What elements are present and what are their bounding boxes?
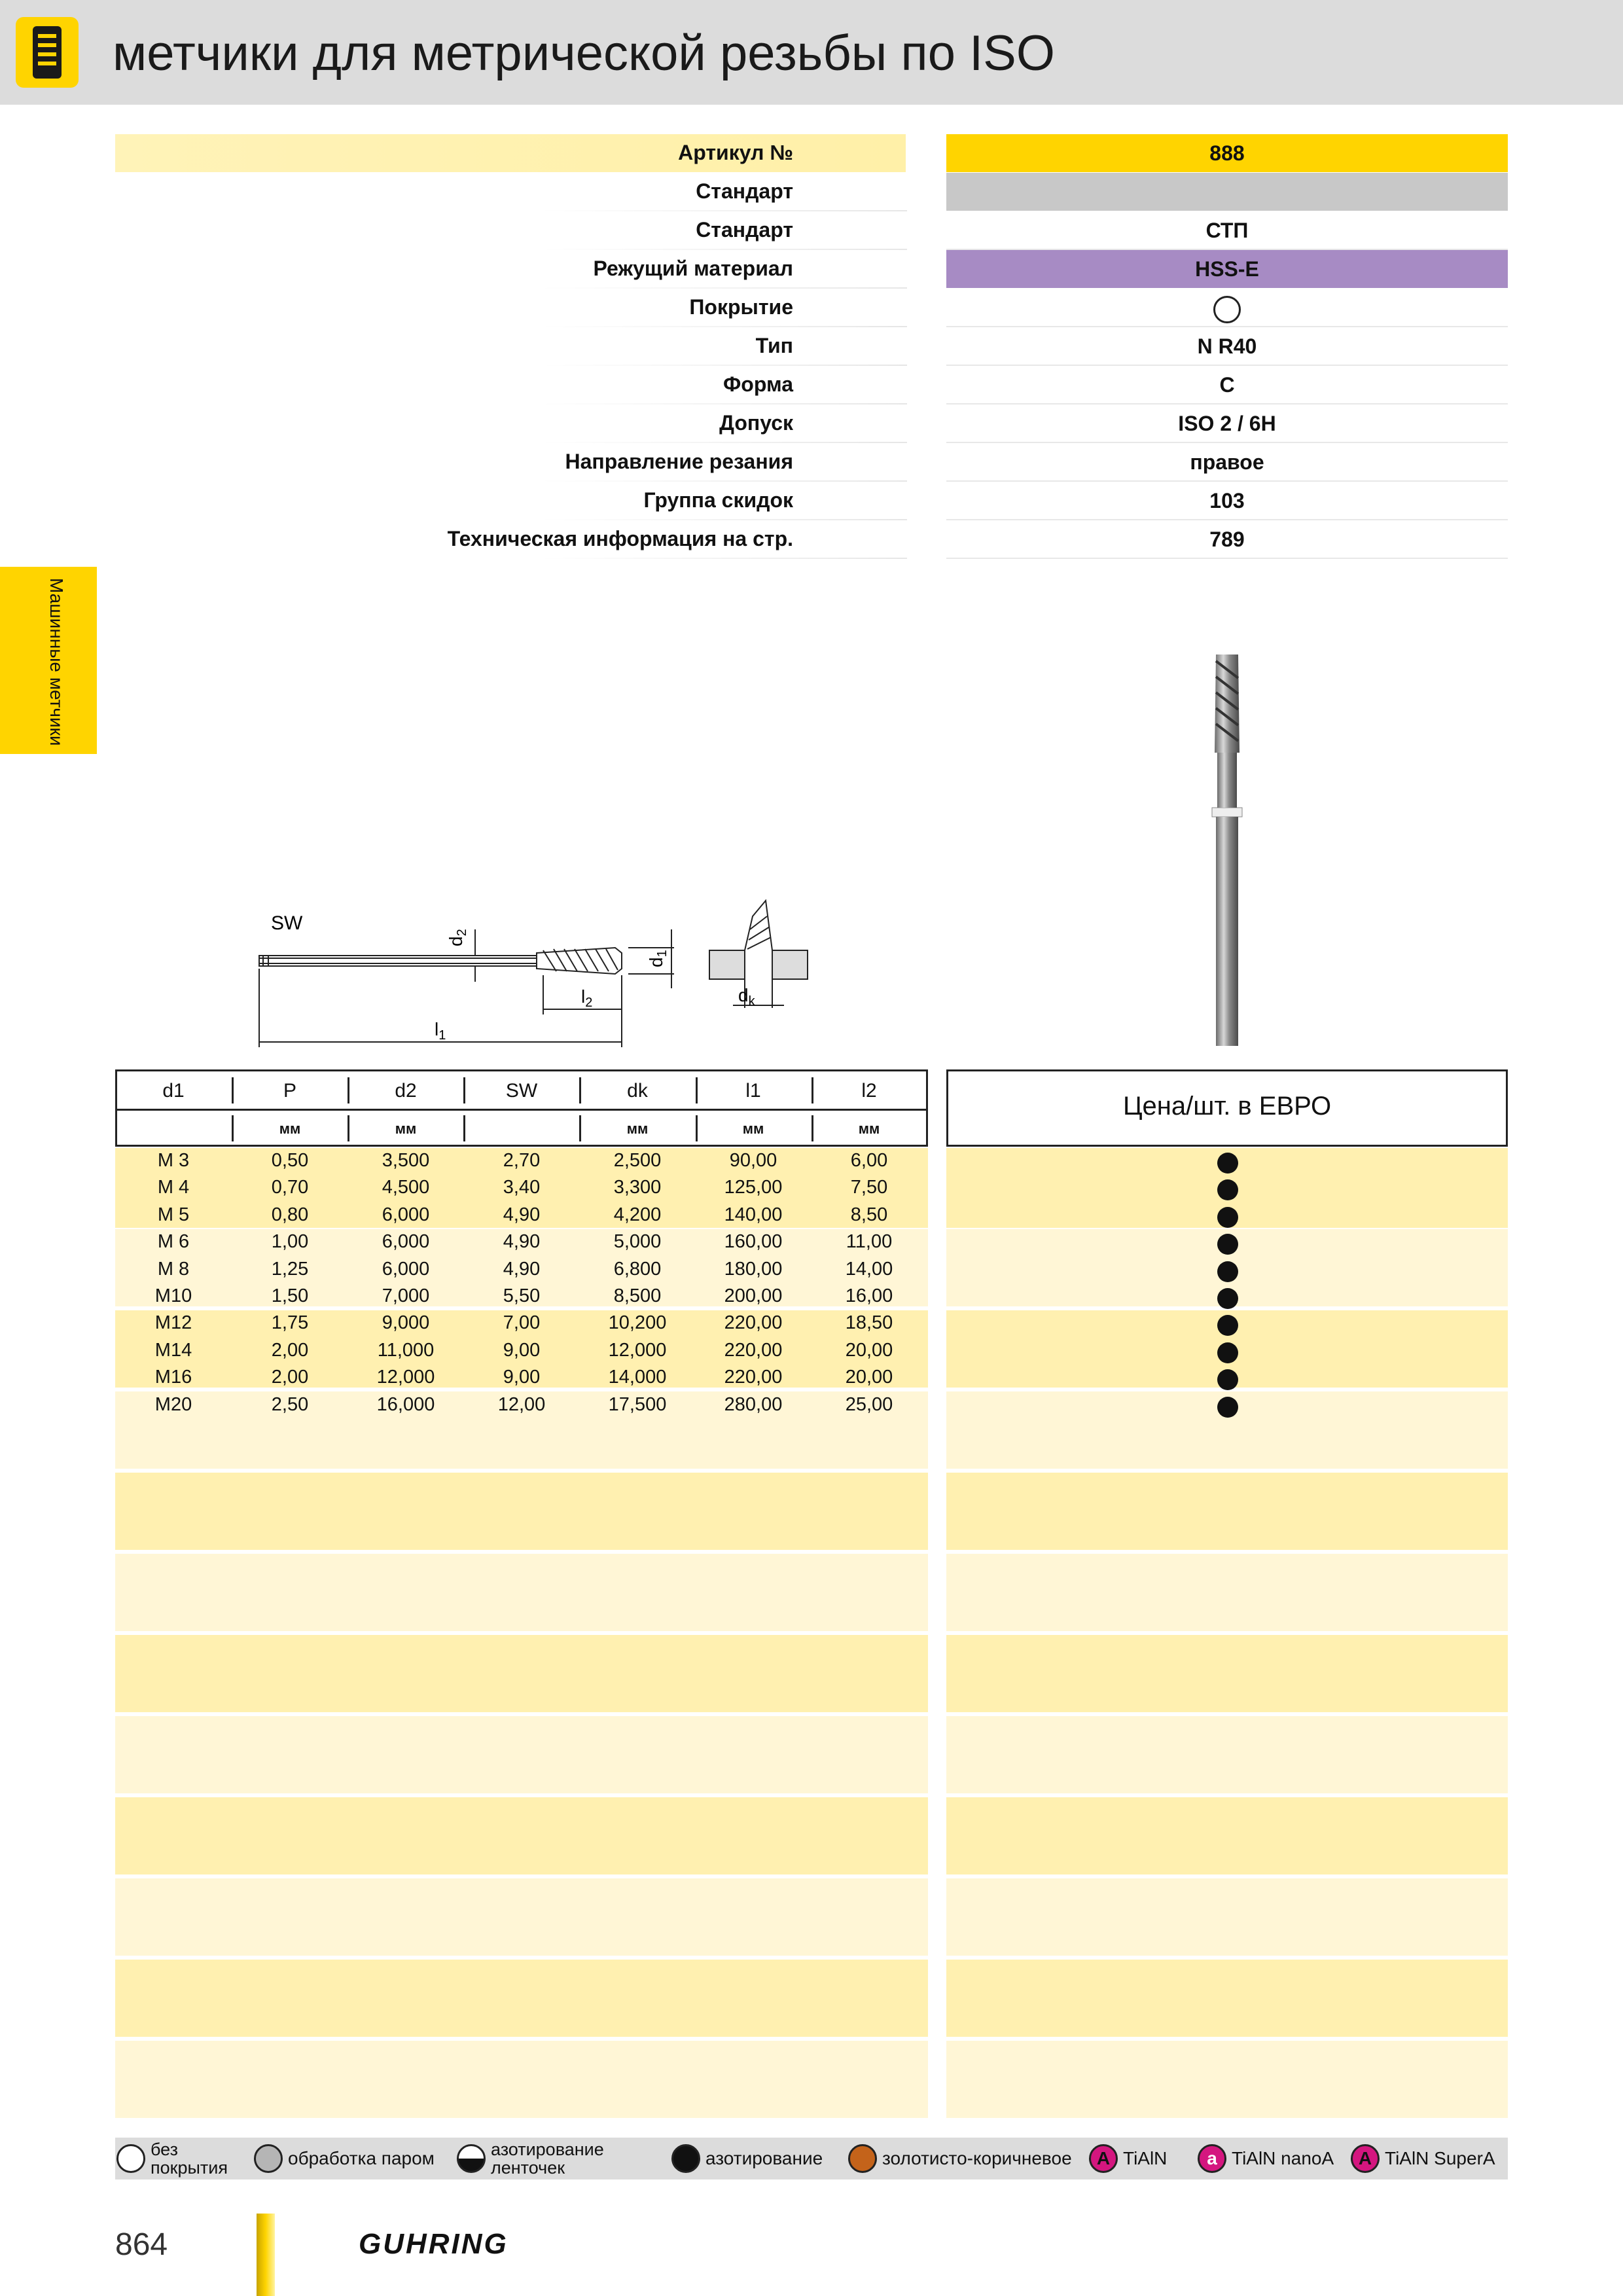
spec-row xyxy=(115,250,1508,288)
tap-icon xyxy=(16,17,79,88)
l1-label: $l_1$ xyxy=(435,1019,446,1043)
spec-row xyxy=(115,173,1508,211)
table-cell: 9,00 xyxy=(503,1367,541,1388)
spec-value: СТП xyxy=(1205,219,1249,242)
spec-row xyxy=(115,520,1508,558)
table-cell: 20,00 xyxy=(845,1367,893,1388)
table-cell: 7,50 xyxy=(850,1177,888,1198)
spec-value: C xyxy=(1219,373,1235,397)
price-band xyxy=(946,1878,1508,1956)
spec-value: правое xyxy=(1190,450,1264,474)
table-cell: M 5 xyxy=(157,1204,190,1225)
legend-magenta-circle-A-icon xyxy=(1089,2144,1118,2173)
table-cell: 18,50 xyxy=(845,1312,893,1334)
table-cell: 12,000 xyxy=(376,1367,435,1388)
table-cell: 16,000 xyxy=(376,1393,435,1415)
spec-label: Допуск xyxy=(719,411,793,435)
availability-dot[interactable] xyxy=(1217,1234,1238,1255)
table-cell: 4,500 xyxy=(382,1177,430,1198)
table-cell: 280,00 xyxy=(724,1393,783,1415)
row-band xyxy=(115,1716,928,1793)
table-cell: 220,00 xyxy=(724,1367,783,1388)
legend-half-circle-icon xyxy=(457,2144,486,2173)
table-cell: 1,75 xyxy=(271,1312,309,1334)
spec-value xyxy=(946,289,1508,327)
legend-brown-circle-icon xyxy=(848,2144,877,2173)
column-separator xyxy=(579,1077,581,1103)
table-cell: 14,000 xyxy=(608,1367,667,1388)
table-cell: 125,00 xyxy=(724,1177,783,1198)
table-cell: 2,50 xyxy=(271,1393,309,1415)
column-separator xyxy=(348,1115,349,1141)
spec-value: 103 xyxy=(1209,489,1245,512)
table-cell: 6,800 xyxy=(613,1258,662,1280)
side-tab-label: Машинные метчики xyxy=(46,577,67,746)
table-cell: 12,00 xyxy=(497,1393,546,1415)
brand-logo: GUHRING xyxy=(359,2228,508,2260)
availability-dot[interactable] xyxy=(1217,1261,1238,1282)
column-separator xyxy=(232,1115,234,1141)
page-title: метчики для метрической резьбы по ISO xyxy=(113,26,1055,81)
column-separator xyxy=(696,1077,698,1103)
legend-black-circle-icon xyxy=(671,2144,700,2173)
table-cell: 9,000 xyxy=(382,1312,430,1334)
spec-value xyxy=(946,173,1508,211)
table-cell: 7,000 xyxy=(382,1285,430,1306)
column-separator xyxy=(463,1115,465,1141)
table-cell: 180,00 xyxy=(724,1258,783,1280)
spec-row xyxy=(115,404,1508,442)
availability-dot[interactable] xyxy=(1217,1207,1238,1228)
table-cell: 11,000 xyxy=(377,1339,435,1361)
table-cell: 140,00 xyxy=(724,1204,783,1225)
price-band xyxy=(946,1554,1508,1631)
table-cell: 5,50 xyxy=(503,1285,541,1306)
price-band xyxy=(946,1960,1508,2037)
spec-label: Форма xyxy=(722,372,793,396)
table-cell: 220,00 xyxy=(724,1339,783,1361)
table-cell: 3,300 xyxy=(613,1177,662,1198)
table-cell: 0,80 xyxy=(271,1204,309,1225)
table-cell: M 4 xyxy=(157,1177,190,1198)
legend-open-circle-icon xyxy=(116,2144,145,2173)
column-header: l2 xyxy=(861,1080,877,1102)
table-cell: M14 xyxy=(154,1339,192,1361)
table-cell: 2,70 xyxy=(503,1150,541,1171)
spec-row xyxy=(115,134,1508,172)
table-cell: 160,00 xyxy=(724,1231,783,1253)
legend-label-line1: без xyxy=(151,2140,178,2159)
price-band xyxy=(946,2041,1508,2118)
l2-label: $l_2$ xyxy=(581,986,593,1010)
price-band xyxy=(946,1473,1508,1550)
sw-label: SW xyxy=(271,912,303,934)
row-band xyxy=(115,1878,928,1956)
column-separator xyxy=(812,1115,813,1141)
spec-label: Покрытие xyxy=(689,295,793,319)
spec-row xyxy=(115,482,1508,520)
column-separator xyxy=(348,1077,349,1103)
spec-row xyxy=(115,327,1508,365)
legend-label: золотисто-коричневое xyxy=(882,2148,1072,2168)
legend-letter: A xyxy=(1358,2148,1372,2168)
row-band xyxy=(115,1635,928,1712)
table-cell: 25,00 xyxy=(845,1393,893,1415)
column-unit: мм xyxy=(395,1121,417,1137)
table-cell: M 3 xyxy=(157,1150,190,1171)
spec-label: Стандарт xyxy=(696,218,793,242)
legend-letter: a xyxy=(1207,2148,1217,2168)
table-cell: 2,00 xyxy=(271,1339,309,1361)
legend-magenta-circle-A-icon xyxy=(1351,2144,1380,2173)
tap-photo xyxy=(1198,648,1257,1054)
column-header: d1 xyxy=(162,1080,185,1102)
table-cell: 1,50 xyxy=(271,1285,309,1306)
column-header: P xyxy=(283,1080,296,1102)
divider xyxy=(541,558,907,559)
table-cell: 10,200 xyxy=(608,1312,667,1334)
legend-grey-circle-icon xyxy=(254,2144,283,2173)
column-separator xyxy=(232,1077,234,1103)
legend-letter: A xyxy=(1096,2148,1111,2168)
row-band xyxy=(115,1473,928,1550)
table-cell: 14,00 xyxy=(845,1258,893,1280)
tap-drawing xyxy=(249,890,812,1054)
no-coating-icon xyxy=(1213,296,1241,323)
spec-label: Направление резания xyxy=(565,450,793,473)
table-cell: M10 xyxy=(154,1285,192,1306)
column-separator xyxy=(579,1115,581,1141)
row-band xyxy=(115,2041,928,2118)
footer-stripe xyxy=(257,2214,275,2296)
spec-label: Режущий материал xyxy=(593,257,793,280)
spec-value: 888 xyxy=(946,134,1508,172)
legend-magenta-circle-a-icon xyxy=(1198,2144,1226,2173)
availability-dot[interactable] xyxy=(1217,1153,1238,1174)
availability-dot[interactable] xyxy=(1217,1397,1238,1418)
column-separator xyxy=(812,1077,813,1103)
price-band xyxy=(946,1635,1508,1712)
table-cell: 9,00 xyxy=(503,1339,541,1361)
table-cell: 90,00 xyxy=(729,1150,777,1171)
page-number: 864 xyxy=(115,2227,168,2262)
table-cell: 7,00 xyxy=(503,1312,541,1334)
column-unit: мм xyxy=(858,1121,880,1137)
table-cell: M 8 xyxy=(157,1258,190,1280)
spec-value: ISO 2 / 6H xyxy=(1178,412,1276,435)
d1-label: $d_1$ xyxy=(646,950,669,967)
table-cell: 12,000 xyxy=(608,1339,667,1361)
spec-value: HSS-E xyxy=(946,250,1508,288)
table-cell: 0,70 xyxy=(271,1177,309,1198)
table-cell: 3,500 xyxy=(382,1150,430,1171)
spec-label: Стандарт xyxy=(696,179,793,203)
table-cell: M20 xyxy=(154,1393,192,1415)
divider xyxy=(946,558,1508,559)
legend-label: азотирование xyxy=(705,2148,823,2168)
spec-value: N R40 xyxy=(1197,334,1257,358)
spec-row xyxy=(115,443,1508,481)
legend-label: TiAlN SuperA xyxy=(1385,2148,1495,2168)
column-unit: мм xyxy=(626,1121,649,1137)
table-cell: 1,25 xyxy=(271,1258,309,1280)
column-header: dk xyxy=(627,1080,648,1102)
table-cell: M 6 xyxy=(157,1231,190,1253)
table-cell: 220,00 xyxy=(724,1312,783,1334)
column-header: d2 xyxy=(395,1080,417,1102)
table-cell: 8,50 xyxy=(850,1204,888,1225)
table-cell: 3,40 xyxy=(503,1177,541,1198)
dk-label: $d_k$ xyxy=(738,985,755,1009)
spec-row xyxy=(115,289,1508,327)
spec-label: Тип xyxy=(755,334,793,357)
availability-dot[interactable] xyxy=(1217,1342,1238,1363)
table-cell: 5,000 xyxy=(613,1231,662,1253)
table-cell: M16 xyxy=(154,1367,192,1388)
legend-label-line2: покрытия xyxy=(151,2158,228,2178)
table-cell: 16,00 xyxy=(845,1285,893,1306)
d2-label: $d_2$ xyxy=(446,929,469,946)
legend-label: обработка паром xyxy=(288,2148,435,2168)
spec-label: Группа скидок xyxy=(643,488,793,512)
spec-label: Техническая информация на стр. xyxy=(447,527,793,550)
table-cell: 4,90 xyxy=(503,1258,541,1280)
column-separator xyxy=(696,1115,698,1141)
table-cell: 2,500 xyxy=(613,1150,662,1171)
table-cell: 4,200 xyxy=(613,1204,662,1225)
table-cell: 6,000 xyxy=(382,1231,430,1253)
table-cell: 20,00 xyxy=(845,1339,893,1361)
table-cell: 1,00 xyxy=(271,1231,309,1253)
spec-row xyxy=(115,211,1508,249)
table-cell: 8,500 xyxy=(613,1285,662,1306)
row-band xyxy=(115,1797,928,1874)
row-band xyxy=(115,1960,928,2037)
table-cell: 4,90 xyxy=(503,1204,541,1225)
header-divider xyxy=(115,1109,928,1111)
table-cell: 6,000 xyxy=(382,1204,430,1225)
legend-label-line2: ленточек xyxy=(491,2158,565,2178)
price-band xyxy=(946,1716,1508,1793)
table-cell: 17,500 xyxy=(608,1393,667,1415)
legend-label-line1: азотирование xyxy=(491,2140,604,2159)
availability-dot[interactable] xyxy=(1217,1288,1238,1309)
table-cell: 2,00 xyxy=(271,1367,309,1388)
row-band xyxy=(115,1554,928,1631)
spec-row xyxy=(115,366,1508,404)
spec-label: Артикул № xyxy=(678,141,793,164)
column-unit: мм xyxy=(279,1121,301,1137)
column-header: l1 xyxy=(745,1080,761,1102)
table-cell: 0,50 xyxy=(271,1150,309,1171)
table-cell: M12 xyxy=(154,1312,192,1334)
column-unit: мм xyxy=(742,1121,764,1137)
column-separator xyxy=(463,1077,465,1103)
column-header: SW xyxy=(505,1080,538,1102)
table-cell: 4,90 xyxy=(503,1231,541,1253)
legend-label: TiAlN nanoA xyxy=(1232,2148,1334,2168)
table-cell: 6,00 xyxy=(850,1150,888,1171)
availability-dot[interactable] xyxy=(1217,1369,1238,1390)
table-cell: 11,00 xyxy=(846,1231,893,1253)
spec-value: 789 xyxy=(1209,528,1245,551)
table-cell: 200,00 xyxy=(724,1285,783,1306)
price-header: Цена/шт. в ЕВРО xyxy=(1122,1092,1332,1121)
price-band xyxy=(946,1797,1508,1874)
table-cell: 6,000 xyxy=(382,1258,430,1280)
legend-label: TiAlN xyxy=(1123,2148,1168,2168)
